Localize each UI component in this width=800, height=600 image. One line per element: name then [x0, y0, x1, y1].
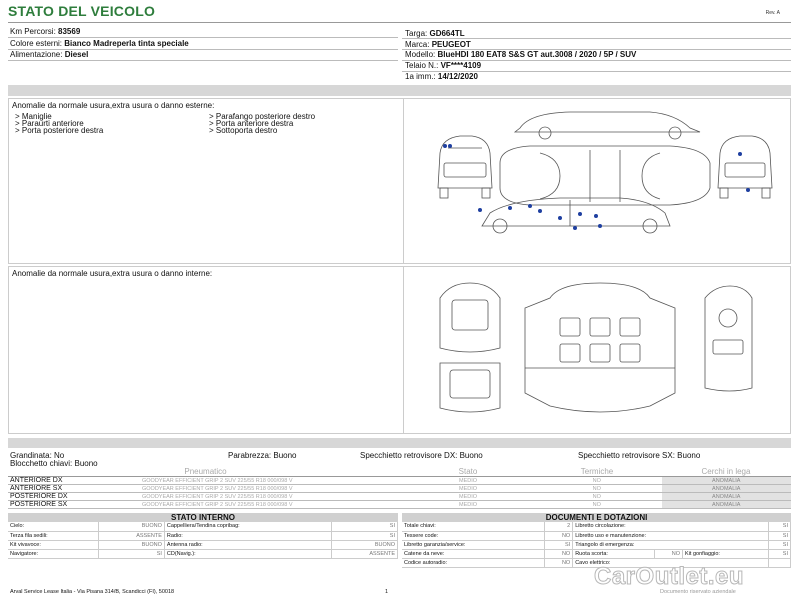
document-label: Libretto circolazione:: [573, 522, 769, 531]
interior-value: SI: [332, 522, 398, 531]
cabin-view: [525, 283, 675, 412]
interior-value: ASSENTE: [98, 531, 164, 540]
document-value: NO: [544, 558, 573, 567]
color-label: Colore esterni:: [10, 39, 63, 48]
documents-table: [402, 522, 791, 568]
tyre-model: GOODYEAR EFFICIENT GRIP 2 SUV 225/55 R18 000/098 V: [140, 485, 403, 493]
tyre-column-header: Pneumatico: [8, 467, 403, 477]
interior-label: Cappelliera/Tendina copribag:: [164, 522, 331, 531]
document-value: SI: [544, 540, 573, 549]
thermal-column-header: Termiche: [533, 467, 661, 477]
tyre-thermal: NO: [533, 477, 661, 485]
color-row: [10, 39, 189, 48]
interior-value: BUONO: [332, 540, 398, 549]
front-seat-view: [440, 283, 500, 352]
damage-item: > Parafango posteriore destro: [209, 112, 316, 121]
table-row: [8, 522, 398, 531]
mirror-right-status: Specchietto retrovisore DX: Buono: [360, 451, 483, 460]
status-column-header: Stato: [403, 467, 533, 477]
documents-section-title: DOCUMENTI E DOTAZIONI: [402, 513, 791, 522]
car-bottom-side-profile: [482, 198, 670, 226]
tyre-status: MEDIO: [403, 485, 533, 493]
internal-damage-panel: [8, 266, 404, 434]
tyre-thermal: NO: [533, 501, 661, 509]
interior-label: Terza fila sedili:: [8, 531, 98, 540]
document-value: NO: [654, 549, 683, 558]
title-divider: [8, 22, 791, 23]
table-row: [402, 540, 791, 549]
damage-marker: [538, 209, 542, 213]
document-label: Ruota scorta:: [573, 549, 654, 558]
table-row: [8, 531, 398, 540]
interior-label: Kit vivavoce:: [8, 540, 98, 549]
watermark-logo: CarOutlet.eu: [594, 563, 745, 590]
vin-row: [405, 61, 481, 70]
table-row: [8, 493, 791, 501]
damage-marker: [448, 144, 452, 148]
info-divider: [402, 38, 791, 39]
fuel-label: Alimentazione:: [10, 50, 63, 59]
damage-marker: [478, 208, 482, 212]
table-row: [8, 477, 791, 485]
tyre-status: MEDIO: [403, 493, 533, 501]
document-label: Kit gonfiaggio:: [683, 549, 769, 558]
tyre-status: MEDIO: [403, 477, 533, 485]
damage-item: > Sottoporta destro: [209, 126, 278, 135]
document-value: NO: [544, 549, 573, 558]
car-exterior-diagram: [420, 108, 780, 238]
key-lock-status: Blocchetto chiavi: Buono: [10, 459, 98, 468]
tyre-rims: ANOMALIA: [661, 501, 791, 509]
plate-row: [405, 29, 465, 38]
plate-value: GD664TL: [429, 29, 465, 38]
damage-marker: [746, 188, 750, 192]
interior-table: [8, 522, 398, 559]
tyre-rims: ANOMALIA: [661, 477, 791, 485]
table-row: [402, 549, 791, 558]
info-divider: [8, 37, 398, 38]
km-value: 83569: [58, 27, 81, 36]
damage-item: > Porta anteriore destra: [209, 119, 294, 128]
interior-value: ASSENTE: [332, 549, 398, 558]
interior-label: Antenna radio:: [164, 540, 331, 549]
document-value: 2: [544, 522, 573, 531]
table-row: [8, 549, 398, 558]
external-damage-list-1: [15, 113, 103, 134]
document-label: Cavo elettrico:: [573, 558, 769, 567]
mirror-left-status: Specchietto retrovisore SX: Buono: [578, 451, 701, 460]
tyre-rims: ANOMALIA: [661, 493, 791, 501]
damage-marker: [578, 212, 582, 216]
document-value: SI: [768, 522, 790, 531]
model-value: BlueHDI 180 EAT8 S&S GT aut.3008 / 2020 / 5P / SUV: [437, 50, 637, 59]
table-row: [8, 485, 791, 493]
km-row: [10, 27, 80, 36]
fuel-value: Diesel: [64, 50, 89, 59]
rims-column-header: Cerchi in lega: [661, 467, 791, 477]
damage-marker: [443, 144, 447, 148]
km-label: Km Percorsi:: [10, 27, 56, 36]
model-row: [405, 50, 636, 59]
interior-value: BUONO: [98, 522, 164, 531]
tyre-rims: ANOMALIA: [661, 485, 791, 493]
damage-marker: [508, 206, 512, 210]
tyre-thermal: NO: [533, 485, 661, 493]
brand-row: [405, 40, 471, 49]
document-label: Triangolo di emergenza:: [573, 540, 769, 549]
tyres-table: [8, 467, 791, 509]
color-value: Bianco Madreperla tinta speciale: [64, 39, 189, 48]
damage-marker: [738, 152, 742, 156]
damage-marker: [598, 224, 602, 228]
dashboard-view: [705, 286, 752, 391]
registration-label: 1a imm.:: [405, 72, 436, 81]
tyre-position: ANTERIORE DX: [8, 477, 140, 485]
page-number: 1: [385, 589, 389, 595]
model-label: Modello:: [405, 50, 436, 59]
document-label: Libretto garanzia/service:: [402, 540, 544, 549]
plate-label: Targa:: [405, 29, 428, 38]
document-value: SI: [768, 549, 790, 558]
vin-label: Telaio N.:: [405, 61, 439, 70]
car-front-view: [438, 136, 492, 188]
damage-markers: [443, 144, 750, 230]
tyre-model: GOODYEAR EFFICIENT GRIP 2 SUV 225/55 R18 000/098 V: [140, 477, 403, 485]
external-damage-title: Anomalie da normale usura,extra usura o danno esterne:: [12, 101, 215, 110]
document-value: NO: [544, 531, 573, 540]
revision-label: Rev. A: [765, 10, 780, 16]
table-row: [402, 522, 791, 531]
registration-row: [405, 72, 478, 81]
damage-item: > Porta posteriore destra: [15, 126, 104, 135]
interior-value: SI: [332, 531, 398, 540]
document-label: Totale chiavi:: [402, 522, 544, 531]
car-top-side-profile: [515, 112, 700, 132]
tyre-thermal: NO: [533, 493, 661, 501]
tyre-model: GOODYEAR EFFICIENT GRIP 2 SUV 225/55 R18 000/098 V: [140, 501, 403, 509]
page-title: STATO DEL VEICOLO: [8, 3, 156, 19]
fuel-row: [10, 50, 88, 59]
footer-note: Documento riservato aziendale: [660, 589, 736, 595]
tyre-model: GOODYEAR EFFICIENT GRIP 2 SUV 225/55 R18 000/098 V: [140, 493, 403, 501]
tyres-header-row: [8, 467, 791, 477]
document-value: SI: [768, 540, 790, 549]
interior-label: CD(Navig.):: [164, 549, 331, 558]
windshield-status: Parabrezza: Buono: [228, 451, 297, 460]
tyre-status: MEDIO: [403, 501, 533, 509]
vin-value: VF****4109: [440, 61, 482, 70]
registration-value: 14/12/2020: [437, 72, 478, 81]
damage-item: > Paraurti anteriore: [15, 119, 84, 128]
car-rear-view: [718, 136, 772, 188]
table-row: [8, 501, 791, 509]
external-damage-list-2: [209, 113, 315, 134]
document-label: Codice autoradio:: [402, 558, 544, 567]
internal-damage-title: Anomalie da normale usura,extra usura o danno interne:: [12, 269, 213, 278]
tyre-position: POSTERIORE DX: [8, 493, 140, 501]
document-value: SI: [768, 531, 790, 540]
interior-value: BUONO: [98, 540, 164, 549]
table-row: [402, 531, 791, 540]
tyre-position: ANTERIORE SX: [8, 485, 140, 493]
brand-label: Marca:: [405, 40, 430, 49]
car-top-view: [500, 146, 710, 205]
tyre-position: POSTERIORE SX: [8, 501, 140, 509]
document-label: Catene da neve:: [402, 549, 544, 558]
damage-item: > Maniglie: [15, 112, 52, 121]
hail-status: Grandinata: No: [10, 451, 65, 460]
document-label: Libretto uso e manutenzione:: [573, 531, 769, 540]
car-interior-diagram: [430, 278, 770, 426]
section-band: [8, 438, 791, 448]
interior-value: SI: [98, 549, 164, 558]
interior-label: Radio:: [164, 531, 331, 540]
damage-marker: [558, 216, 562, 220]
document-value: [768, 558, 790, 567]
footer-company: Arval Service Lease Italia - Via Pisana 314/B, Scandicci (FI), 50018: [10, 589, 175, 595]
document-label: Tessere code:: [402, 531, 544, 540]
damage-marker: [528, 204, 532, 208]
info-divider: [8, 60, 398, 61]
interior-section-title: STATO INTERNO: [8, 513, 398, 522]
interior-label: Navigatore:: [8, 549, 98, 558]
interior-label: Cielo:: [8, 522, 98, 531]
damage-marker: [594, 214, 598, 218]
section-band: [8, 85, 791, 96]
damage-marker: [573, 226, 577, 230]
brand-value: PEUGEOT: [431, 40, 471, 49]
table-row: [8, 540, 398, 549]
